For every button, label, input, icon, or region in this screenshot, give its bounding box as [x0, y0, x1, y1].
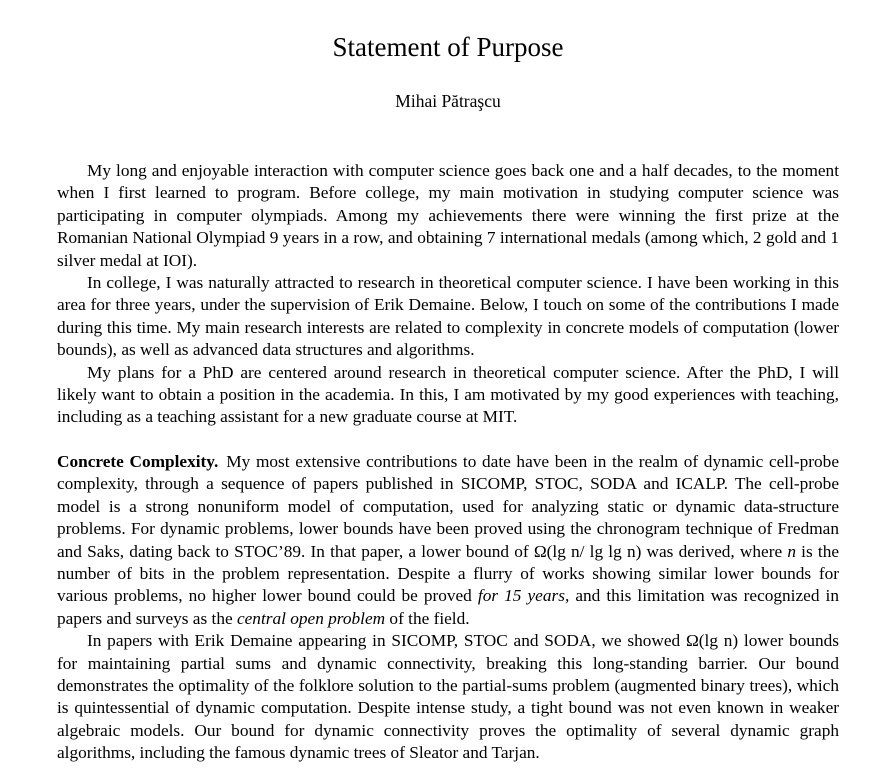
text-span: My most extensive contributions to date have been in the realm of dynamic cell-probe complexity, through a sequence of papers published in SICOMP, STOC, SODA and ICALP. The cell-probe model is a strong nonuniform model of computation, used for analyzing static or dynamic data-structure problems. For dynamic problems, lower bounds have been proved using the chronogram technique of Fredman and Saks, dating back to STOC’89. In that paper, a lower bound of	[57, 451, 839, 561]
math-variable: n	[787, 541, 796, 561]
emphasis-text: for 15 years	[477, 586, 565, 606]
text-span: , and this limitation was recognized in papers and surveys as the	[57, 586, 839, 628]
author-name: Mihai Pătraşcu	[395, 91, 501, 111]
emphasis-text: central open problem	[236, 608, 386, 628]
text-span: lower bounds for maintaining partial sums and dynamic connectivity, breaking this long-standing barrier. Our bound demonstrates the optimality of the folklore solution to the partial-sums problem (augmented binary trees), which is quintessential of dynamic computation. Despite intense study, a tight bound was not even known in weaker algebraic models. Our bound for dynamic connectivity proves the optimality of several dynamic graph algorithms, including the famous dynamic trees of Sleator and Tarjan.	[57, 631, 839, 763]
paragraph-background: My long and enjoyable interaction with computer science goes back one and a half decades, to the moment when I first learned to program. Before college, my main motivation in studying computer science was participating in computer olympiads. Among my achievements there were winning the first prize at the Romanian National Olympiad 9 years in a row, and obtaining 7 international medals (among which, 2 gold and 1 silver medal at IOI).	[57, 161, 839, 270]
document-body	[57, 160, 839, 765]
text-span: of the field.	[385, 608, 470, 628]
paragraph-concrete-complexity	[57, 451, 839, 630]
math-lower-bound: Ω(lg n)	[685, 631, 739, 651]
text-span: In papers with Erik Demaine appearing in SICOMP, STOC and SODA, we showed	[87, 631, 686, 651]
paragraph-plans: My plans for a PhD are centered around research in theoretical computer science. After the PhD, I will likely want to obtain a position in the academia. In this, I am motivated by my good experiences with teaching, including as a teaching assistant for a new graduate course at MIT.	[57, 362, 839, 427]
page-title: Statement of Purpose	[332, 32, 564, 62]
section-heading: Concrete Complexity.	[57, 451, 219, 471]
text-span: is the number of bits in the problem representation. Despite a flurry of works showing similar lower bounds for various problems, no higher lower bound could be proved	[57, 541, 840, 606]
paragraph-college: In college, I was naturally attracted to research in theoretical computer science. I have been working in this area for three years, under the supervision of Erik Demaine. Below, I touch on some of the contributions I made during this time. My main research interests are related to complexity in concrete models of computation (lower bounds), as well as advanced data structures and algorithms.	[57, 273, 839, 360]
paragraph-demaine-results	[57, 630, 839, 764]
math-lower-bound: Ω(lg n/ lg lg n)	[533, 541, 642, 561]
text-span: was derived, where	[641, 541, 788, 561]
